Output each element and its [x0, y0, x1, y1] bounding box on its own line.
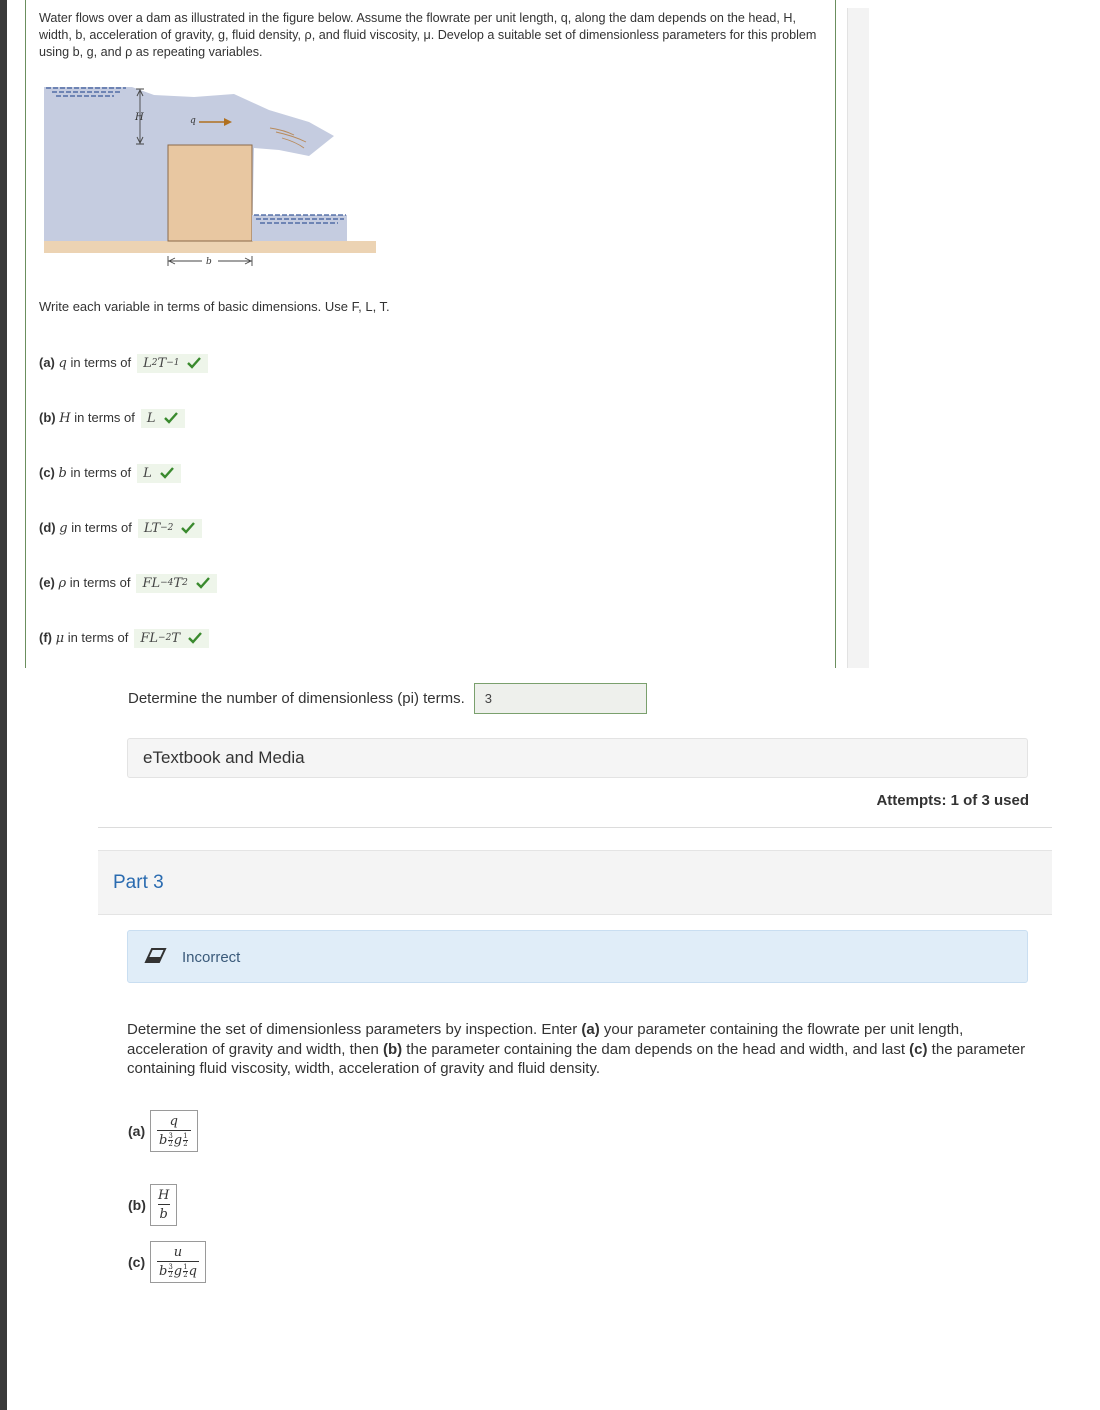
dimension-text: in terms of — [71, 520, 132, 535]
answer-a-label: (a) — [128, 1123, 146, 1139]
answer-a-denominator — [157, 1130, 191, 1148]
dam-figure — [44, 80, 384, 270]
den-exponent — [183, 1264, 187, 1279]
dimension-question — [39, 520, 132, 536]
dimension-letter: (c) — [39, 465, 55, 480]
instruction-text: the parameter containing the dam depends on the head and width, and last — [402, 1040, 910, 1058]
answer-b-numerator: H — [158, 1188, 170, 1203]
answer-c-numerator: u — [173, 1245, 183, 1260]
answer-b-denominator: b — [158, 1204, 170, 1222]
left-edge-bar — [0, 0, 7, 1410]
answer-exponent: −4 — [160, 578, 174, 588]
instruction-bold-b: (b) — [382, 1040, 403, 1058]
answer-base: FL — [140, 630, 159, 646]
dimension-row — [39, 517, 202, 539]
dimension-text: in terms of — [70, 355, 132, 370]
answer-a-row — [128, 1110, 198, 1152]
checkmark-icon — [188, 632, 202, 644]
den-base: b — [159, 1264, 168, 1279]
answer-a-fraction — [157, 1114, 191, 1148]
exp-den: 2 — [168, 1140, 173, 1148]
den-exponent — [168, 1133, 172, 1148]
answer-exponent: 2 — [151, 358, 158, 368]
checkmark-icon — [181, 522, 195, 534]
instruction-bold-a: (a) — [581, 1021, 600, 1038]
side-strip — [847, 8, 869, 668]
incorrect-label: Incorrect — [182, 949, 241, 966]
instruction-text: Determine the set of dimensionless parameters by inspection. Enter — [127, 1021, 582, 1038]
answer-exponent: −1 — [166, 358, 180, 368]
exp-den: 2 — [183, 1140, 188, 1148]
dimension-answer[interactable] — [137, 354, 208, 373]
dimension-letter: (f) — [39, 630, 52, 645]
etextbook-media-button[interactable]: eTextbook and Media — [127, 738, 1028, 778]
checkmark-icon — [196, 577, 210, 589]
answer-mid: T — [157, 355, 167, 371]
answer-mid: T — [173, 575, 183, 591]
answer-c-field[interactable] — [150, 1241, 206, 1283]
answer-a-field[interactable] — [150, 1110, 198, 1152]
answer-c-row — [128, 1241, 206, 1283]
dimension-question — [39, 630, 128, 646]
problem-statement-panel — [25, 0, 836, 668]
answer-a-numerator: q — [169, 1114, 178, 1129]
divider — [98, 827, 1052, 828]
answer-b-field[interactable] — [150, 1184, 177, 1226]
checkmark-icon — [164, 412, 178, 424]
answer-b-fraction — [156, 1188, 171, 1222]
instruction-text: your parameter containing the flowrate per unit length, acceleration of gravity and width, then — [127, 1021, 964, 1058]
dimension-answer[interactable] — [134, 629, 209, 648]
den-base: g — [173, 1133, 183, 1148]
answer-b-label: (b) — [128, 1197, 146, 1213]
pi-terms-input[interactable]: 3 — [474, 683, 647, 714]
dam-block — [168, 145, 252, 241]
attempts-counter: Attempts: 1 of 3 used — [876, 792, 1029, 809]
dimension-answer[interactable] — [136, 574, 216, 593]
dimension-variable: q — [58, 356, 67, 371]
dimension-question — [39, 575, 130, 591]
exp-num: 1 — [183, 1263, 188, 1271]
instruction-text: the parameter containing fluid viscosity, width, acceleration of gravity and fluid density. — [127, 1040, 1026, 1077]
part-title: Part 3 — [113, 872, 164, 893]
incorrect-feedback-banner — [127, 930, 1028, 983]
answer-mid: T — [171, 630, 180, 646]
answer-exponent: −2 — [160, 523, 174, 533]
dimension-row — [39, 407, 185, 429]
eraser-icon — [144, 946, 168, 966]
answer-base: L — [143, 355, 152, 371]
ground — [44, 241, 376, 253]
answer-base: LT — [143, 520, 161, 536]
dimension-text: in terms of — [69, 575, 131, 590]
dimension-answer[interactable] — [141, 409, 185, 428]
pi-terms-label: Determine the number of dimensionless (pi) terms. — [128, 690, 465, 707]
dimension-row — [39, 572, 217, 594]
answer-base: FL — [142, 575, 161, 591]
dimension-question — [39, 410, 135, 426]
part-3-header[interactable] — [98, 850, 1052, 915]
exp-num: 1 — [183, 1132, 188, 1140]
den-base: b — [159, 1133, 168, 1148]
dimension-answer[interactable] — [137, 464, 181, 483]
answer-base: L — [146, 410, 156, 426]
answer-exponent: −2 — [158, 633, 172, 643]
den-base: g — [173, 1264, 183, 1279]
instruction-bold-c: (c) — [909, 1040, 928, 1058]
dimension-question — [39, 355, 131, 371]
dimension-letter: (b) — [39, 410, 56, 425]
answer-c-denominator — [157, 1261, 199, 1279]
dimension-row — [39, 352, 208, 374]
problem-intro: Water flows over a dam as illustrated in the figure below. Assume the flowrate per unit length, q, along the dam depends on the head, H, width, b, acceleration of gravity, g, fluid density, ρ, and fluid viscosity, μ. Develop a suitable set of dimensionless parameters for this problem using b, g, and ρ as repeating variables. — [39, 11, 817, 59]
dimension-letter: (e) — [39, 575, 55, 590]
part-3-instruction — [127, 1020, 1037, 1079]
flow-label: q — [190, 116, 196, 126]
den-base: q — [188, 1264, 197, 1279]
dimension-variable: g — [59, 521, 68, 536]
dimension-variable: ρ — [58, 576, 67, 591]
exp-num: 3 — [168, 1263, 173, 1271]
answer-base: L — [143, 465, 152, 481]
dimension-variable: b — [58, 466, 67, 481]
pi-terms-row — [128, 683, 647, 714]
dimension-text: in terms of — [67, 630, 129, 645]
exp-den: 2 — [168, 1271, 173, 1279]
checkmark-icon — [187, 357, 201, 369]
dimension-row — [39, 462, 181, 484]
den-exponent — [168, 1264, 172, 1279]
width-label: b — [206, 257, 212, 267]
answer-b-row — [128, 1184, 177, 1226]
dimension-question — [39, 465, 131, 481]
exp-num: 3 — [168, 1132, 173, 1140]
dimension-letter: (a) — [39, 355, 55, 370]
answer-c-label: (c) — [128, 1254, 146, 1270]
dimension-answer[interactable] — [138, 519, 203, 538]
dimensions-instruction: Write each variable in terms of basic dimensions. Use F, L, T. — [39, 299, 390, 314]
dimension-text: in terms of — [74, 410, 135, 425]
dimension-letter: (d) — [39, 520, 56, 535]
head-label: H — [135, 112, 144, 123]
dimension-variable: μ — [55, 631, 65, 646]
dimension-row — [39, 627, 209, 649]
checkmark-icon — [160, 467, 174, 479]
dimension-text: in terms of — [70, 465, 132, 480]
exp-den: 2 — [183, 1271, 188, 1279]
answer-c-fraction — [157, 1245, 199, 1279]
dimension-variable: H — [59, 411, 71, 426]
answer-exponent: 2 — [182, 578, 188, 588]
den-exponent — [183, 1133, 187, 1148]
